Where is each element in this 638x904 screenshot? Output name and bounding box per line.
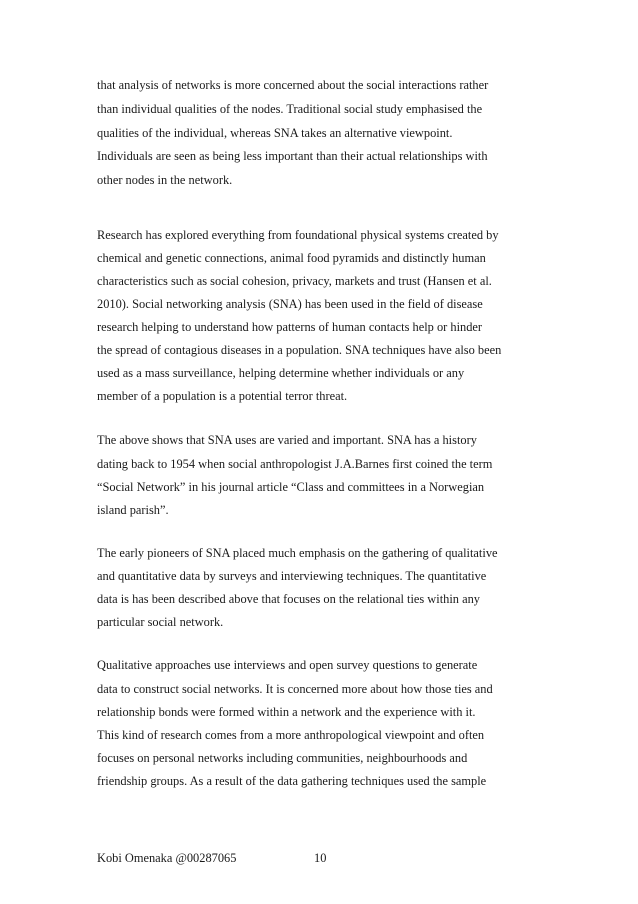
- text-line: other nodes in the network.: [97, 173, 233, 187]
- text-line: “Social Network” in his journal article “Class and committees in a Norwegian: [97, 480, 485, 494]
- text-line: characteristics such as social cohesion, privacy, markets and trust (Hansen et al.: [97, 274, 492, 288]
- text-line: qualities of the individual, whereas SNA takes an alternative viewpoint.: [97, 126, 453, 140]
- text-line: This kind of research comes from a more anthropological viewpoint and often: [97, 728, 485, 742]
- text-line: data is has been described above that focuses on the relational ties within any: [97, 592, 480, 606]
- text-line: focuses on personal networks including communities, neighbourhoods and: [97, 751, 468, 765]
- text-line: dating back to 1954 when social anthropologist J.A.Barnes first coined the term: [97, 457, 493, 471]
- text-line: Research has explored everything from foundational physical systems created by: [97, 228, 499, 242]
- text-line: that analysis of networks is more concerned about the social interactions rather: [97, 78, 489, 92]
- text-line: Qualitative approaches use interviews and open survey questions to generate: [97, 658, 478, 672]
- text-line: data to construct social networks. It is concerned more about how those ties and: [97, 682, 493, 696]
- text-line: than individual qualities of the nodes. Traditional social study emphasised the: [97, 102, 483, 116]
- text-line: used as a mass surveillance, helping determine whether individuals or any: [97, 366, 465, 380]
- text-line: friendship groups. As a result of the data gathering techniques used the sample: [97, 774, 487, 788]
- text-line: member of a population is a potential terror threat.: [97, 389, 348, 403]
- text-line: the spread of contagious diseases in a population. SNA techniques have also been: [97, 343, 502, 357]
- footer-author: Kobi Omenaka @00287065: [97, 851, 237, 865]
- text-line: research helping to understand how patterns of human contacts help or hinder: [97, 320, 483, 334]
- text-line: The above shows that SNA uses are varied and important. SNA has a history: [97, 433, 477, 447]
- text-line: 2010). Social networking analysis (SNA) has been used in the field of disease: [97, 297, 483, 311]
- text-line: Individuals are seen as being less important than their actual relationships with: [97, 149, 488, 163]
- text-line: chemical and genetic connections, animal food pyramids and distinctly human: [97, 251, 486, 265]
- text-line: island parish”.: [97, 503, 169, 517]
- text-line: relationship bonds were formed within a network and the experience with it.: [97, 705, 476, 719]
- text-line: The early pioneers of SNA placed much emphasis on the gathering of qualitative: [97, 546, 498, 560]
- text-line: and quantitative data by surveys and interviewing techniques. The quantitative: [97, 569, 487, 583]
- page-number: 10: [314, 851, 327, 865]
- text-line: particular social network.: [97, 615, 224, 629]
